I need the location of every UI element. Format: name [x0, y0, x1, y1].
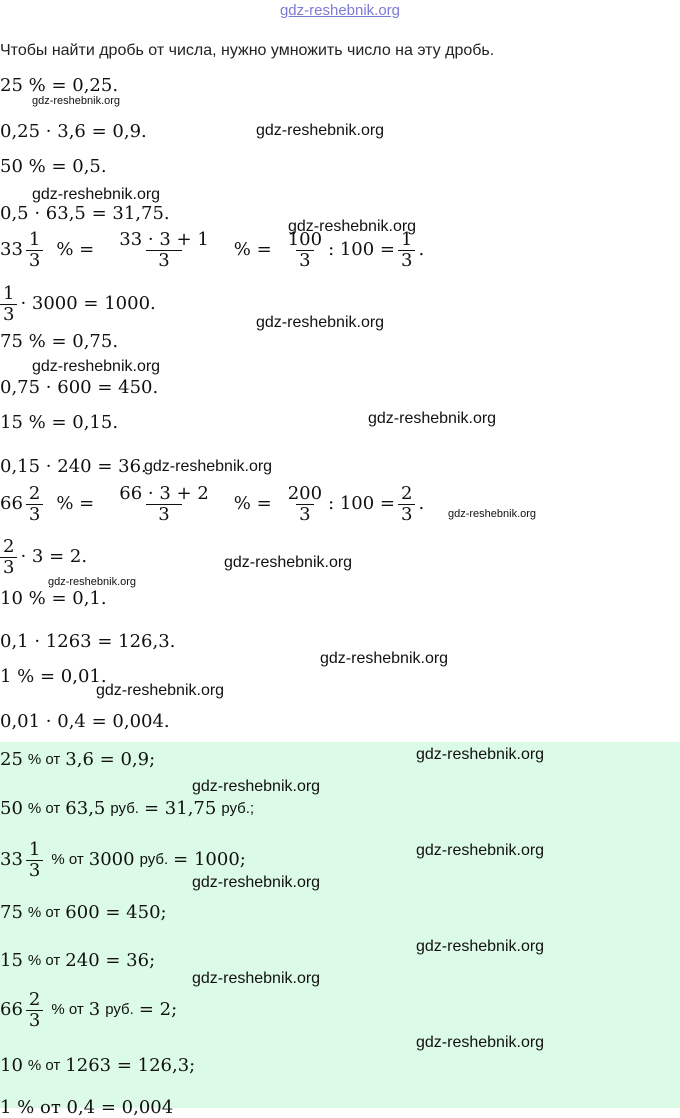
watermark: gdz-reshebnik.org — [288, 218, 417, 235]
watermark: gdz-reshebnik.org — [256, 122, 385, 139]
solution-line-11: 66 $\frac{2}{3}$ % = $\frac{66 \cdot 3 + 2}{3}$ % = $\frac{200}{3}$ : 100 = $\frac{2}{3}$ . — [0, 483, 425, 525]
solution-line-13: 10 % = 0,1. — [0, 588, 107, 609]
answer-line-1: 25 % от 3,6 = 0,9; — [0, 749, 156, 770]
equals-part: % = — [233, 493, 272, 515]
solution-line-10: 0,15 · 240 = 36. — [0, 456, 147, 477]
watermark: gdz-reshebnik.org — [368, 410, 497, 427]
answer-block — [0, 742, 680, 1108]
divide-part: : 100 = — [328, 493, 396, 515]
answer-line-7: 10 % от 1263 = 126,3; — [0, 1055, 196, 1076]
answer-line-5: 15 % от 240 = 36; — [0, 950, 156, 971]
fraction: $\frac{200}{3}$ — [287, 483, 323, 525]
equals-part: % = — [56, 493, 95, 515]
fraction: $\frac{2}{3}$ — [26, 990, 43, 1031]
watermark: gdz-reshebnik.org — [32, 186, 161, 203]
site-header-link[interactable]: gdz-reshebnik.org — [279, 2, 401, 19]
watermark: gdz-reshebnik.org — [416, 746, 545, 763]
watermark: gdz-reshebnik.org — [192, 874, 321, 891]
solution-line-6: $\frac{1}{3}$ · 3000 = 1000. — [0, 284, 156, 325]
solution-line-3: 50 % = 0,5. — [0, 156, 107, 177]
equals-part: % = — [233, 239, 272, 261]
fraction: $\frac{2}{3}$ — [398, 484, 415, 525]
fraction: $\frac{1}{3}$ — [26, 840, 43, 881]
watermark: gdz-reshebnik.org — [416, 938, 545, 955]
solution-line-8: 0,75 · 600 = 450. — [0, 377, 159, 398]
watermark: gdz-reshebnik.org — [192, 778, 321, 795]
watermark: gdz-reshebnik.org — [32, 95, 121, 107]
watermark: gdz-reshebnik.org — [192, 970, 321, 987]
solution-line-9: 15 % = 0,15. — [0, 412, 119, 433]
watermark: gdz-reshebnik.org — [224, 554, 353, 571]
fraction: $\frac{66 \cdot 3 + 2}{3}$ — [119, 483, 209, 525]
solution-line-16: 0,01 · 0,4 = 0,004. — [0, 711, 170, 732]
watermark: gdz-reshebnik.org — [320, 650, 449, 667]
fraction: $\frac{1}{3}$ — [398, 230, 415, 271]
answer-line-2: 50 % от 63,5 руб. = 31,75 руб.; — [0, 798, 255, 819]
fraction: $\frac{2}{3}$ — [0, 537, 17, 578]
answer-line-8: 1 % от 0,4 = 0,004 — [0, 1097, 174, 1118]
fraction: $\frac{33 \cdot 3 + 1}{3}$ — [119, 229, 209, 271]
fraction: $\frac{2}{3}$ — [26, 484, 43, 525]
solution-line-12: $\frac{2}{3}$ · 3 = 2. — [0, 537, 87, 578]
fraction: $\frac{1}{3}$ — [0, 284, 17, 325]
fraction: $\frac{1}{3}$ — [26, 230, 43, 271]
solution-line-1: 25 % = 0,25. — [0, 75, 119, 96]
watermark: gdz-reshebnik.org — [448, 508, 537, 520]
solution-line-4: 0,5 · 63,5 = 31,75. — [0, 203, 170, 224]
solution-line-15: 1 % = 0,01. — [0, 666, 107, 687]
solution-line-5: 33 $\frac{1}{3}$ % = $\frac{33 \cdot 3 + 1}{3}$ % = $\frac{100}{3}$ : 100 = $\frac{1}{3}$ . — [0, 229, 425, 271]
watermark: gdz-reshebnik.org — [144, 458, 273, 475]
mixed-whole: 66 — [0, 493, 23, 515]
watermark: gdz-reshebnik.org — [48, 576, 137, 588]
mixed-whole: 33 — [0, 239, 23, 261]
answer-line-3: 33 $\frac{1}{3}$ % от 3000 руб. = 1000; — [0, 839, 246, 881]
watermark: gdz-reshebnik.org — [256, 314, 385, 331]
solution-line-2: 0,25 · 3,6 = 0,9. — [0, 121, 147, 142]
watermark: gdz-reshebnik.org — [32, 358, 161, 375]
answer-line-6: 66 $\frac{2}{3}$ % от 3 руб. = 2; — [0, 989, 178, 1031]
watermark: gdz-reshebnik.org — [96, 682, 225, 699]
equals-part: % = — [56, 239, 95, 261]
watermark: gdz-reshebnik.org — [416, 1034, 545, 1051]
answer-line-4: 75 % от 600 = 450; — [0, 902, 167, 923]
divide-part: : 100 = — [328, 239, 396, 261]
solution-line-14: 0,1 · 1263 = 126,3. — [0, 631, 176, 652]
solution-line-7: 75 % = 0,75. — [0, 331, 119, 352]
watermark: gdz-reshebnik.org — [416, 842, 545, 859]
intro-rule: Чтобы найти дробь от числа, нужно умножить число на эту дробь. — [0, 42, 495, 59]
fraction: $\frac{100}{3}$ — [287, 229, 323, 271]
